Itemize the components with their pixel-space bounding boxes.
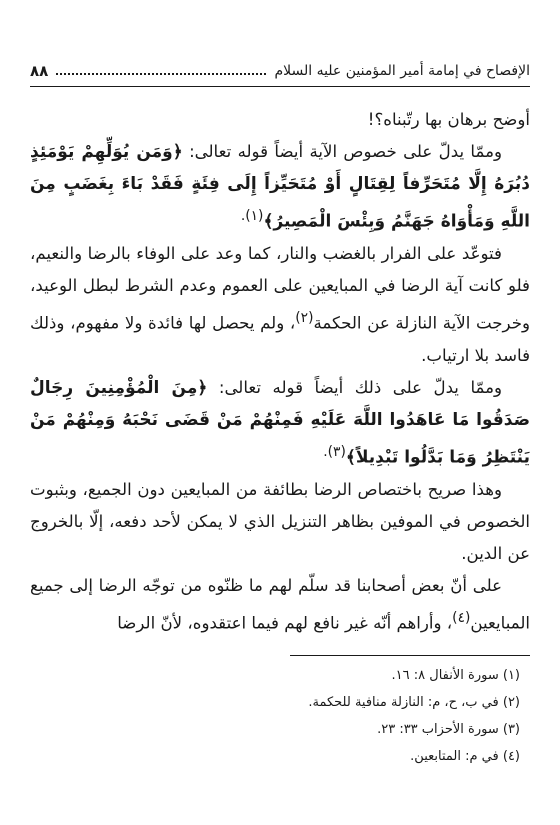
footnotes	[200, 662, 520, 770]
main-text	[30, 104, 530, 640]
header-rule	[30, 86, 530, 87]
book-title: الإفصاح في إمامة أمير المؤمنين عليه السلام	[274, 63, 530, 79]
quran-verse-anfal: ﴿وَمَن يُوَلِّهِمْ يَوْمَئِذٍ دُبُرَهُ إِلَّا مُتَحَرِّفاً لِقِتَالٍ أَوْ مُتَحَيِّزاً إِلَى فِئَةٍ فَقَدْ بَاءَ بِغَضَبٍ مِنَ اللَّهِ وَمَأْوَاهُ جَهَنَّمُ وَبِئْسَ الْمَصِيرُ﴾	[30, 142, 530, 232]
footnote-2: (٢) في ب، ح، م: النازلة منافية للحكمة.	[308, 695, 520, 710]
running-header	[30, 58, 530, 84]
paragraph-4: وممّا يدلّ على ذلك أيضاً قوله تعالى: ﴿مِنَ الْمُؤْمِنِينَ رِجَالٌ صَدَقُوا مَا عَاهَدُوا اللَّهَ عَلَيْهِ فَمِنْهُمْ مَنْ قَضَى نَحْبَهُ وَمِنْهُمْ مَنْ يَنْتَظِرُ وَمَا بَدَّلُوا تَبْدِيلاً﴾$^{(٣).}$	[30, 377, 530, 468]
page-number: ٨٨	[30, 62, 49, 80]
paragraph-1: أوضح برهان بها رتّبناه؟!	[367, 110, 530, 129]
footnote-ref-1: (١).	[240, 208, 264, 225]
paragraph-6: على أنّ بعض أصحابنا قد سلّم لهم ما ظنّوه من توجّه الرضا إلى جميع المبايعين$^{(٤)}$، وأراهم أنّه غير نافع لهم فيما اعتقدوه، لأنّ الرضا	[30, 575, 530, 633]
footnote-3: (٣) سورة الأحزاب ٣٣: ٢٣.	[377, 722, 520, 737]
paragraph-2: وممّا يدلّ على خصوص الآية أيضاً قوله تعالى: ﴿وَمَن يُوَلِّهِمْ يَوْمَئِذٍ دُبُرَهُ إِلَّا مُتَحَرِّفاً لِقِتَالٍ أَوْ مُتَحَيِّزاً إِلَى فِئَةٍ فَقَدْ بَاءَ بِغَضَبٍ مِنَ اللَّهِ وَمَأْوَاهُ جَهَنَّمُ وَبِئْسَ الْمَصِيرُ﴾$^{(١).}$	[30, 142, 530, 232]
footnote-ref-2: (٢)	[295, 310, 314, 327]
quran-verse-ahzab: ﴿مِنَ الْمُؤْمِنِينَ رِجَالٌ صَدَقُوا مَا عَاهَدُوا اللَّهَ عَلَيْهِ فَمِنْهُمْ مَنْ قَضَى نَحْبَهُ وَمِنْهُمْ مَنْ يَنْتَظِرُ وَمَا بَدَّلُوا تَبْدِيلاً﴾	[30, 377, 530, 468]
footnote-4: (٤) في م: المتابعين.	[410, 749, 520, 764]
footnote-ref-4: (٤)	[452, 610, 471, 626]
footnote-ref-3: (٣).	[323, 444, 346, 460]
footnote-1: (١) سورة الأنفال ٨: ١٦.	[391, 668, 520, 683]
paragraph-3: فتوعّد على الفرار بالغضب والنار، كما وعد على الوفاء بالرضا والنعيم، فلو كانت آية الرضا في المبايعين على العموم وعدم الشرط لبطل الوعيد، وخرجت الآية النازلة عن الحكمة$^{(٢)}$، ولم يحصل لها فائدة ولا مفهوم، وذلك فاسد بلا ارتياب.	[30, 243, 530, 365]
footnote-separator	[290, 655, 530, 656]
header-leader-dots	[56, 73, 266, 75]
paragraph-5: وهذا صريح باختصاص الرضا بطائفة من المبايعين دون الجميع، وبثبوت الخصوص في الموفين بظاهر التنزيل الذي لا يمكن لأحد دفعه، إلّا بالخروج عن الدين.	[30, 479, 530, 563]
